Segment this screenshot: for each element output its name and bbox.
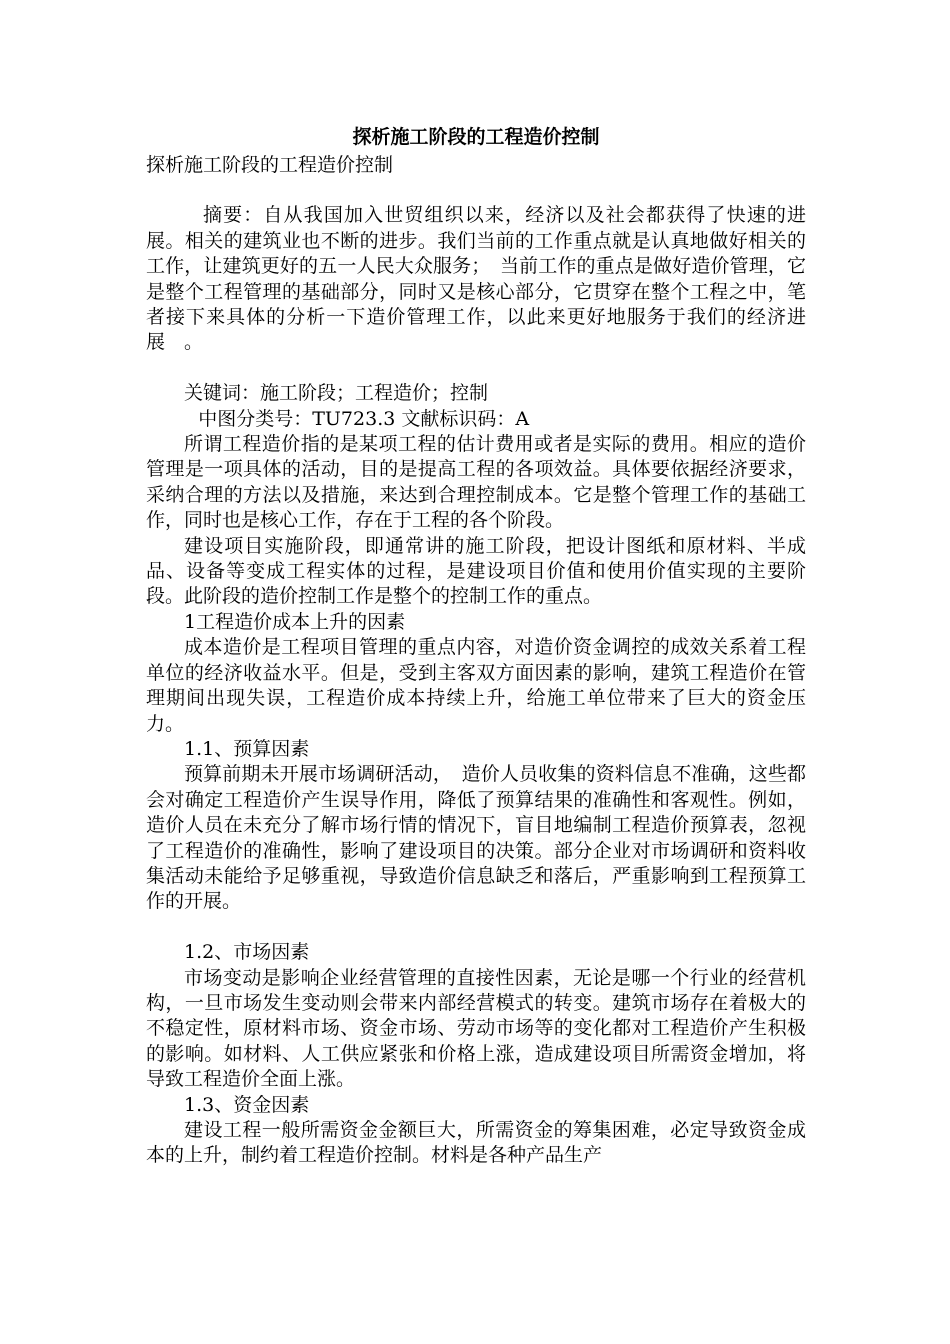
- section-heading: 1.3、资金因素: [184, 1093, 310, 1116]
- section-heading: 1.2、市场因素: [184, 941, 310, 964]
- intro-paragraph: 建设项目实施阶段，即通常讲的施工阶段，把设计图纸和原材料、半成品、设备等变成工程实体的过程，是建设项目价值和使用价值实现的主要阶段。此阶段的造价控制工作是整个的控制工作的重点。: [146, 534, 806, 608]
- blank-line: [146, 356, 806, 381]
- blank-line: [146, 178, 806, 203]
- section-heading: 1工程造价成本上升的因素: [184, 610, 406, 633]
- document-title: 探析施工阶段的工程造价控制: [352, 126, 600, 148]
- document-subtitle: 探析施工阶段的工程造价控制: [146, 154, 394, 176]
- abstract-paragraph: 摘要：自从我国加入世贸组织以来，经济以及社会都获得了快速的进展。相关的建筑业也不断的进步。我们当前的工作重点就是认真地做好相关的工作，让建筑更好的五一人民大众服务； 当前工作的重点是做好造价管理，它是整个工程管理的基础部分，同时又是核心部分，它贯穿在整个工程之中，笔者接下来具体的分析一下造价管理工作，以此来更好地服务于我们的经济进展 。: [146, 204, 806, 354]
- intro-paragraph: 所谓工程造价指的是某项工程的估计费用或者是实际的费用。相应的造价管理是一项具体的活动，目的是提高工程的各项效益。具体要依据经济要求，采纳合理的方法以及措施，来达到合理控制成本。它是整个管理工作的基础工作，同时也是核心工作，存在于工程的各个阶段。: [146, 433, 806, 532]
- section-paragraph: 成本造价是工程项目管理的重点内容，对造价资金调控的成效关系着工程单位的经济收益水平。但是，受到主客双方面因素的影响，建筑工程造价在管理期间出现失误，工程造价成本持续上升，给施工单位带来了巨大的资金压力。: [146, 636, 806, 735]
- section-heading: 1.1、预算因素: [184, 737, 310, 760]
- document-page: [146, 122, 806, 1169]
- section-paragraph: 建设工程一般所需资金金额巨大，所需资金的筹集困难，必定导致资金成本的上升，制约着工程造价控制。材料是各种产品生产: [146, 1118, 806, 1167]
- section-paragraph: 预算前期未开展市场调研活动， 造价人员收集的资料信息不准确，这些都会对确定工程造价产生误导作用，降低了预算结果的准确性和客观性。例如，造价人员在未充分了解市场行情的情况下，盲目地编制工程造价预算表，忽视了工程造价的准确性，影响了建设项目的决策。部分企业对市场调研和资料收集活动未能给予足够重视，导致造价信息缺乏和落后，严重影响到工程预算工作的开展。: [146, 763, 806, 913]
- section-paragraph: 市场变动是影响企业经营管理的直接性因素，无论是哪一个行业的经营机构，一旦市场发生变动则会带来内部经营模式的转变。建筑市场存在着极大的不稳定性，原材料市场、资金市场、劳动市场等的变化都对工程造价产生积极的影响。如材料、人工供应紧张和价格上涨，造成建设项目所需资金增加，将导致工程造价全面上涨。: [146, 966, 806, 1091]
- classification-line: 中图分类号：TU723.3 文献标识码：A: [198, 407, 530, 430]
- keywords-line: 关键词：施工阶段；工程造价；控制: [184, 382, 489, 405]
- blank-line: [146, 915, 806, 940]
